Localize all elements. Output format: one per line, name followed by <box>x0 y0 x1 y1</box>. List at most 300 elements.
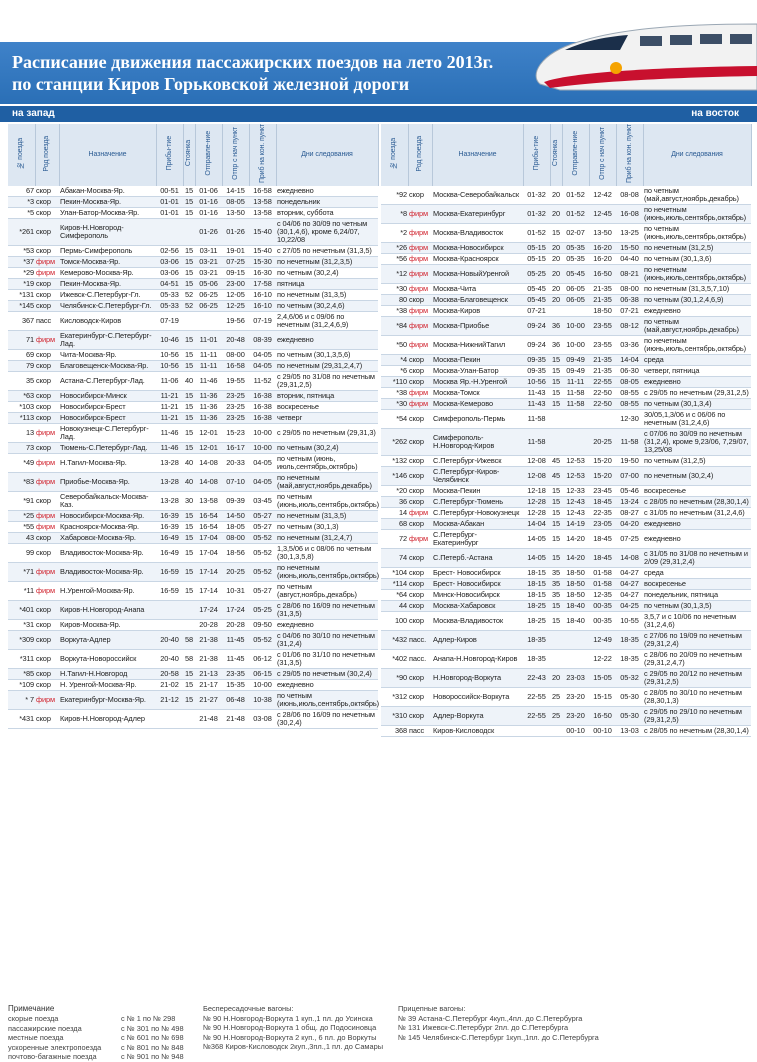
stop-duration: 58 <box>183 650 195 669</box>
arrival: 16-39 <box>156 511 183 522</box>
end-arrival: 08-55 <box>616 399 643 410</box>
days: ежедневно <box>643 306 751 317</box>
departure: 20-28 <box>195 620 222 631</box>
table-row <box>8 492 378 511</box>
table-row <box>381 355 751 366</box>
days: по четным (30,1,3) <box>276 522 378 533</box>
train-number: *38 <box>381 388 408 399</box>
days: по четным (май,август,ноябрь,декабрь) <box>643 186 751 205</box>
start-departure: 23-25 <box>222 413 249 424</box>
end-arrival: 16-30 <box>249 268 276 279</box>
days: по нечетным (31,2,4,7) <box>276 533 378 544</box>
table-row <box>381 366 751 377</box>
departure: 11-01 <box>195 331 222 350</box>
end-arrival: 10-00 <box>249 680 276 691</box>
destination: Анапа-Н.Новгород-Киров <box>432 650 523 669</box>
end-arrival: 10-55 <box>616 612 643 631</box>
days: ежедневно <box>276 680 378 691</box>
end-arrival: 07-21 <box>616 306 643 317</box>
start-departure: 23-05 <box>589 519 616 530</box>
train-number: 73 <box>8 443 35 454</box>
destination: Томск-Москва-Яр. <box>59 257 156 268</box>
arrival: 09-35 <box>523 366 550 377</box>
end-arrival: 08-39 <box>249 331 276 350</box>
start-departure: 16-20 <box>589 254 616 265</box>
train-kind: скор <box>35 443 59 454</box>
arrival: 20-40 <box>156 631 183 650</box>
stop-duration: 45 <box>550 467 562 486</box>
arrival: 01-52 <box>523 224 550 243</box>
start-departure: 15-23 <box>222 424 249 443</box>
train-number: *37 <box>8 257 35 268</box>
table-row <box>381 669 751 688</box>
stop-duration: 15 <box>184 533 194 542</box>
arrival <box>156 601 183 620</box>
stop-duration: 15 <box>183 544 195 563</box>
start-departure: 12-35 <box>589 590 616 601</box>
table-row <box>381 429 751 456</box>
departure: 23-03 <box>562 669 589 688</box>
end-arrival: 16-10 <box>249 290 276 301</box>
stop-duration: 20 <box>550 669 562 688</box>
arrival: 04-51 <box>156 279 183 290</box>
departure: 17-14 <box>195 563 222 582</box>
train-number: *8 <box>381 205 408 224</box>
departure <box>195 312 222 331</box>
destination: Брест- Новосибирск <box>432 568 523 579</box>
train-number: 100 <box>381 612 408 631</box>
departure: 11-11 <box>195 350 222 361</box>
train-kind: фирм <box>408 336 432 355</box>
stop-duration: 15 <box>183 582 195 601</box>
end-arrival: 05-25 <box>249 601 276 620</box>
start-departure: 12-22 <box>589 650 616 669</box>
stop-duration: 35 <box>551 590 561 599</box>
end-arrival: 16-38 <box>249 402 276 413</box>
days: 30/05,1,3/06 и с 06/06 по нечетным (31,2,4,6) <box>643 410 751 429</box>
departure: 23-20 <box>562 688 589 707</box>
arrival: 01-32 <box>523 205 550 224</box>
train-kind: скор <box>35 601 59 620</box>
end-arrival: 06-30 <box>616 366 643 377</box>
stop-duration <box>550 429 562 456</box>
arrival: 21-02 <box>156 680 183 691</box>
destination: Адлер-Воркута <box>432 707 523 726</box>
destination: Киров-Н.Новгород-Анапа <box>59 601 156 620</box>
end-arrival: 04-05 <box>249 454 276 473</box>
arrival: 03-06 <box>156 257 183 268</box>
destination: Приобье-Москва-Яр. <box>59 473 156 492</box>
train-number: 74 <box>381 549 408 568</box>
days: вторник, пятница <box>276 391 378 402</box>
train-kind: скор <box>35 631 59 650</box>
arrival: 09-24 <box>523 336 550 355</box>
end-arrival: 11-52 <box>249 372 276 391</box>
col-dest: Назначение <box>432 124 523 186</box>
days: по нечетным (29,31,2,4,7) <box>276 361 378 372</box>
train-number: *38 <box>381 306 408 317</box>
table-row <box>8 601 378 620</box>
table-row <box>381 336 751 355</box>
train-kind: фирм <box>408 388 432 399</box>
departure: 18-40 <box>562 612 589 631</box>
end-arrival: 05-52 <box>249 563 276 582</box>
train-kind: фирм <box>408 530 432 549</box>
train-kind: фирм <box>35 563 59 582</box>
start-departure: 20-48 <box>222 331 249 350</box>
start-departure: 01-26 <box>222 219 249 246</box>
stop-duration: 15 <box>550 530 562 549</box>
days: вторник, суббота <box>276 208 378 219</box>
table-row <box>8 473 378 492</box>
departure: 00-10 <box>562 726 589 737</box>
departure: 11-58 <box>562 399 589 410</box>
start-departure: 12-49 <box>589 631 616 650</box>
start-departure: 23-25 <box>222 391 249 402</box>
days: ежедневно <box>643 519 751 530</box>
train-kind: фирм <box>408 205 432 224</box>
train-number: *26 <box>381 243 408 254</box>
attached-item: № 145 Челябинск-С.Петербург 1куп.,1пл. до С.Петербурга <box>398 1032 599 1042</box>
end-arrival: 07-25 <box>616 530 643 549</box>
stop-duration: 15 <box>551 355 561 364</box>
end-arrival: 05-30 <box>616 707 643 726</box>
transfer-title: Беспересадочные вагоны: <box>203 1004 294 1013</box>
start-departure: 21-35 <box>589 295 616 306</box>
train-number: *50 <box>381 336 408 355</box>
train-number: *71 <box>8 563 35 582</box>
train-kind: скор <box>35 372 59 391</box>
train-number: *104 <box>381 568 408 579</box>
note-kind: скорые поезда <box>8 1014 59 1023</box>
departure <box>562 429 589 456</box>
train-number: *312 <box>381 688 408 707</box>
arrival: 11-21 <box>156 391 183 402</box>
start-departure: 18-05 <box>222 522 249 533</box>
arrival: 18-35 <box>523 650 550 669</box>
train-kind: пасс <box>408 726 432 737</box>
stop-duration: 40 <box>183 372 195 391</box>
start-departure: 12-42 <box>589 186 616 205</box>
train-number: *5 <box>8 208 35 219</box>
end-arrival: 16-38 <box>249 413 276 424</box>
note-range: с № 1 по № 298 <box>121 1014 176 1023</box>
stop-duration: 15 <box>184 443 194 452</box>
end-arrival: 08-05 <box>616 377 643 388</box>
table-row <box>381 284 751 295</box>
train-number: 14 <box>381 508 408 519</box>
destination: Симферополь-Н.Новгород-Киров <box>432 429 523 456</box>
departure: 09-49 <box>562 355 589 366</box>
arrival: 10-56 <box>156 350 183 361</box>
arrival: 03-06 <box>156 268 183 279</box>
stop-duration: 15 <box>551 497 561 506</box>
table-row <box>381 508 751 519</box>
train-number: 35 <box>8 372 35 391</box>
note-range: с № 601 по № 698 <box>121 1033 184 1042</box>
departure: 14-20 <box>562 530 589 549</box>
days: воскресенье <box>643 579 751 590</box>
days: среда <box>643 568 751 579</box>
arrival: 21-12 <box>156 691 183 710</box>
stop-duration: 20 <box>551 284 561 293</box>
train-number: *54 <box>381 410 408 429</box>
table-row <box>8 301 378 312</box>
stop-duration: 15 <box>550 612 562 631</box>
train-number: *431 <box>8 710 35 729</box>
days: с 29/05 по 31/08 по нечетным (29,31,2,5) <box>276 372 378 391</box>
col-dep: Отправле-ние <box>562 124 589 186</box>
days: с 29/05 по 20/12 по нечетным (29,31,2,5) <box>643 669 751 688</box>
train-kind: фирм <box>408 399 432 410</box>
stop-duration: 15 <box>184 522 194 531</box>
table-row <box>381 590 751 601</box>
end-arrival: 11-58 <box>616 429 643 456</box>
train-kind: скор <box>408 612 432 631</box>
train-kind: скор <box>35 533 59 544</box>
stop-duration: 20 <box>551 243 561 252</box>
start-departure: 19-56 <box>222 312 249 331</box>
destination: Киров-Н.Новгород-Адлер <box>59 710 156 729</box>
destination: Северобайкальск-Москва-Каз. <box>59 492 156 511</box>
arrival: 09-24 <box>523 317 550 336</box>
destination: Красноярск-Москва-Яр. <box>59 522 156 533</box>
start-departure: 20-25 <box>589 429 616 456</box>
departure: 12-01 <box>195 424 222 443</box>
departure: 11-36 <box>195 402 222 413</box>
stop-duration <box>550 650 562 669</box>
train-kind: скор <box>408 355 432 366</box>
notes-heading: Примечание <box>8 1004 55 1013</box>
arrival: 22-55 <box>523 688 550 707</box>
train-kind: скор <box>35 208 59 219</box>
train-number: *84 <box>381 317 408 336</box>
col-dep-start: Отпр с нач пункт <box>222 124 249 186</box>
arrival: 18-25 <box>523 612 550 631</box>
train-kind: фирм <box>408 284 432 295</box>
days: с 28/05 по нечетным (28,30,1,4) <box>643 497 751 508</box>
train-number: *53 <box>8 246 35 257</box>
train-kind: скор <box>35 186 59 197</box>
days: по четным (май,август,ноябрь,декабрь) <box>643 317 751 336</box>
end-arrival: 04-05 <box>249 361 276 372</box>
train-kind: фирм <box>35 522 59 533</box>
end-arrival: 04-27 <box>616 590 643 601</box>
departure: 02-07 <box>562 224 589 243</box>
departure: 05-06 <box>195 279 222 290</box>
train-kind: скор <box>35 219 59 246</box>
table-row <box>8 197 378 208</box>
days: ежедневно <box>276 331 378 350</box>
stop-duration: 15 <box>183 331 195 350</box>
days: 2,4,6/06 и с 09/06 по нечетным (31,2,4,6,9) <box>276 312 378 331</box>
departure: 09-49 <box>562 366 589 377</box>
end-arrival: 05-27 <box>249 511 276 522</box>
train-kind: скор <box>408 486 432 497</box>
departure: 18-50 <box>562 579 589 590</box>
train-kind: фирм <box>408 265 432 284</box>
arrival: 11-58 <box>523 429 550 456</box>
departure: 18-50 <box>562 590 589 601</box>
title-line-2: по станции Киров Горьковской железной дороги <box>12 74 410 94</box>
start-departure: 23-00 <box>222 279 249 290</box>
arrival: 02-56 <box>156 246 183 257</box>
train-number: 43 <box>8 533 35 544</box>
departure: 14-20 <box>562 549 589 568</box>
table-row <box>381 497 751 508</box>
arrival: 05-45 <box>523 284 550 295</box>
start-departure: 22-50 <box>589 388 616 399</box>
days: по четным (30,1,3,6) <box>643 254 751 265</box>
departure: 01-52 <box>562 186 589 205</box>
stop-duration: 15 <box>183 691 195 710</box>
train-kind: фирм <box>408 243 432 254</box>
destination: Минск-Новосибирск <box>432 590 523 601</box>
train-number: *114 <box>381 579 408 590</box>
stop-duration: 15 <box>184 186 194 195</box>
arrival: 11-21 <box>156 402 183 413</box>
train-kind: скор <box>35 413 59 424</box>
end-arrival: 10-00 <box>249 443 276 454</box>
end-arrival: 05-27 <box>249 522 276 533</box>
train-number: *25 <box>8 511 35 522</box>
days: с 04/06 по 30/10 по нечетным (31,2,4) <box>276 631 378 650</box>
departure <box>562 410 589 429</box>
train-kind: скор <box>408 669 432 688</box>
destination: Москва-Северобайкальск <box>432 186 523 205</box>
table-row <box>8 424 378 443</box>
arrival: 12-28 <box>523 497 550 508</box>
arrival: 11-58 <box>523 410 550 429</box>
arrival: 07-21 <box>523 306 550 317</box>
departure: 17-14 <box>195 582 222 601</box>
departure: 12-33 <box>562 486 589 497</box>
train-kind: скор <box>35 246 59 257</box>
train-number: 68 <box>381 519 408 530</box>
start-departure: 11-45 <box>222 650 249 669</box>
col-days: Дни следования <box>643 124 751 186</box>
train-kind: скор <box>35 680 59 691</box>
days: ежедневно <box>276 620 378 631</box>
arrival: 12-18 <box>523 486 550 497</box>
table-row <box>381 186 751 205</box>
train-number: *64 <box>381 590 408 601</box>
days: ежедневно <box>643 530 751 549</box>
train-kind: фирм <box>408 306 432 317</box>
start-departure: 08-05 <box>222 197 249 208</box>
arrival: 10-46 <box>156 331 183 350</box>
note-range: с № 801 по № 848 <box>121 1042 184 1052</box>
destination: Москва-НовыйУренгой <box>432 265 523 284</box>
end-arrival: 06-38 <box>616 295 643 306</box>
table-row <box>8 279 378 290</box>
end-arrival: 08-08 <box>616 186 643 205</box>
days: 3,5,7 и с 10/06 по нечетным (31,2,4,6) <box>643 612 751 631</box>
stop-duration <box>550 306 562 317</box>
stop-duration: 15 <box>184 669 194 678</box>
start-departure: 00-10 <box>589 726 616 737</box>
train-number: 67 <box>8 186 35 197</box>
days: с 01/06 по 31/10 по нечетным (31,3,5) <box>276 650 378 669</box>
table-row <box>8 631 378 650</box>
train-number: *12 <box>381 265 408 284</box>
train-number: *29 <box>8 268 35 279</box>
days: с 28/06 по 16/09 по нечетным (30,2,4) <box>276 710 378 729</box>
destination: С.Петербург-Тюмень <box>432 497 523 508</box>
table-row <box>381 707 751 726</box>
days: по четным (июнь, июль,сентябрь,октябрь) <box>276 454 378 473</box>
destination: Москва-Киров <box>432 306 523 317</box>
table-row <box>381 631 751 650</box>
start-departure: 21-35 <box>589 366 616 377</box>
destination: Н.Тагил-Москва-Яр. <box>59 454 156 473</box>
train-kind: скор <box>408 377 432 388</box>
start-departure: 12-25 <box>222 301 249 312</box>
direction-bar <box>0 106 757 122</box>
train-kind: скор <box>408 366 432 377</box>
stop-duration <box>183 710 195 729</box>
train-number: *311 <box>8 650 35 669</box>
end-arrival: 03-08 <box>249 710 276 729</box>
days: по нечетным (31,3,5,7,10) <box>643 284 751 295</box>
stop-duration <box>183 601 195 620</box>
train-number: 44 <box>381 601 408 612</box>
end-arrival: 08-12 <box>616 317 643 336</box>
col-stop: Стоянка <box>183 124 195 186</box>
days: понедельник, пятница <box>643 590 751 601</box>
note-range: с № 301 по № 498 <box>121 1023 184 1033</box>
arrival: 11-06 <box>156 372 183 391</box>
stop-duration <box>550 726 562 737</box>
end-arrival: 03-45 <box>249 492 276 511</box>
departure: 03-21 <box>195 257 222 268</box>
days: с 29/05 по 29/10 по нечетным (29,31,2,5) <box>643 707 751 726</box>
end-arrival: 04-27 <box>616 579 643 590</box>
destination: Воркута-Адлер <box>59 631 156 650</box>
train-number: 69 <box>8 350 35 361</box>
end-arrival: 04-40 <box>616 254 643 265</box>
train-kind: фирм <box>35 454 59 473</box>
destination: Москва-Абакан <box>432 519 523 530</box>
destination: Владивосток-Москва-Яр. <box>59 563 156 582</box>
stop-duration <box>550 631 562 650</box>
days: по четным (30,1,3,4) <box>643 399 751 410</box>
table-row <box>381 205 751 224</box>
start-departure: 23-55 <box>589 317 616 336</box>
train-image <box>520 6 757 106</box>
table-row <box>8 454 378 473</box>
end-arrival: 08-27 <box>616 508 643 519</box>
table-row <box>381 265 751 284</box>
table-row <box>381 243 751 254</box>
departure: 14-08 <box>195 473 222 492</box>
notes-kinds <box>8 1014 123 1062</box>
end-arrival: 05-32 <box>616 669 643 688</box>
train-number: 79 <box>8 361 35 372</box>
start-departure: 21-35 <box>589 355 616 366</box>
train-number: *30 <box>381 399 408 410</box>
notes-ranges <box>121 1014 201 1062</box>
stop-duration: 15 <box>551 399 561 408</box>
departure: 10-00 <box>562 336 589 355</box>
attached-title: Прицепные вагоны: <box>398 1004 466 1013</box>
table-row <box>8 669 378 680</box>
destination: Москва-Томск <box>432 388 523 399</box>
attached-item: № 39 Астана-С.Петербург 4куп.,4пл. до С.Петербурга <box>398 1013 583 1023</box>
end-arrival: 15-30 <box>249 257 276 268</box>
arrival: 05-33 <box>156 301 183 312</box>
destination: С.Петерб.-Астана <box>432 549 523 568</box>
